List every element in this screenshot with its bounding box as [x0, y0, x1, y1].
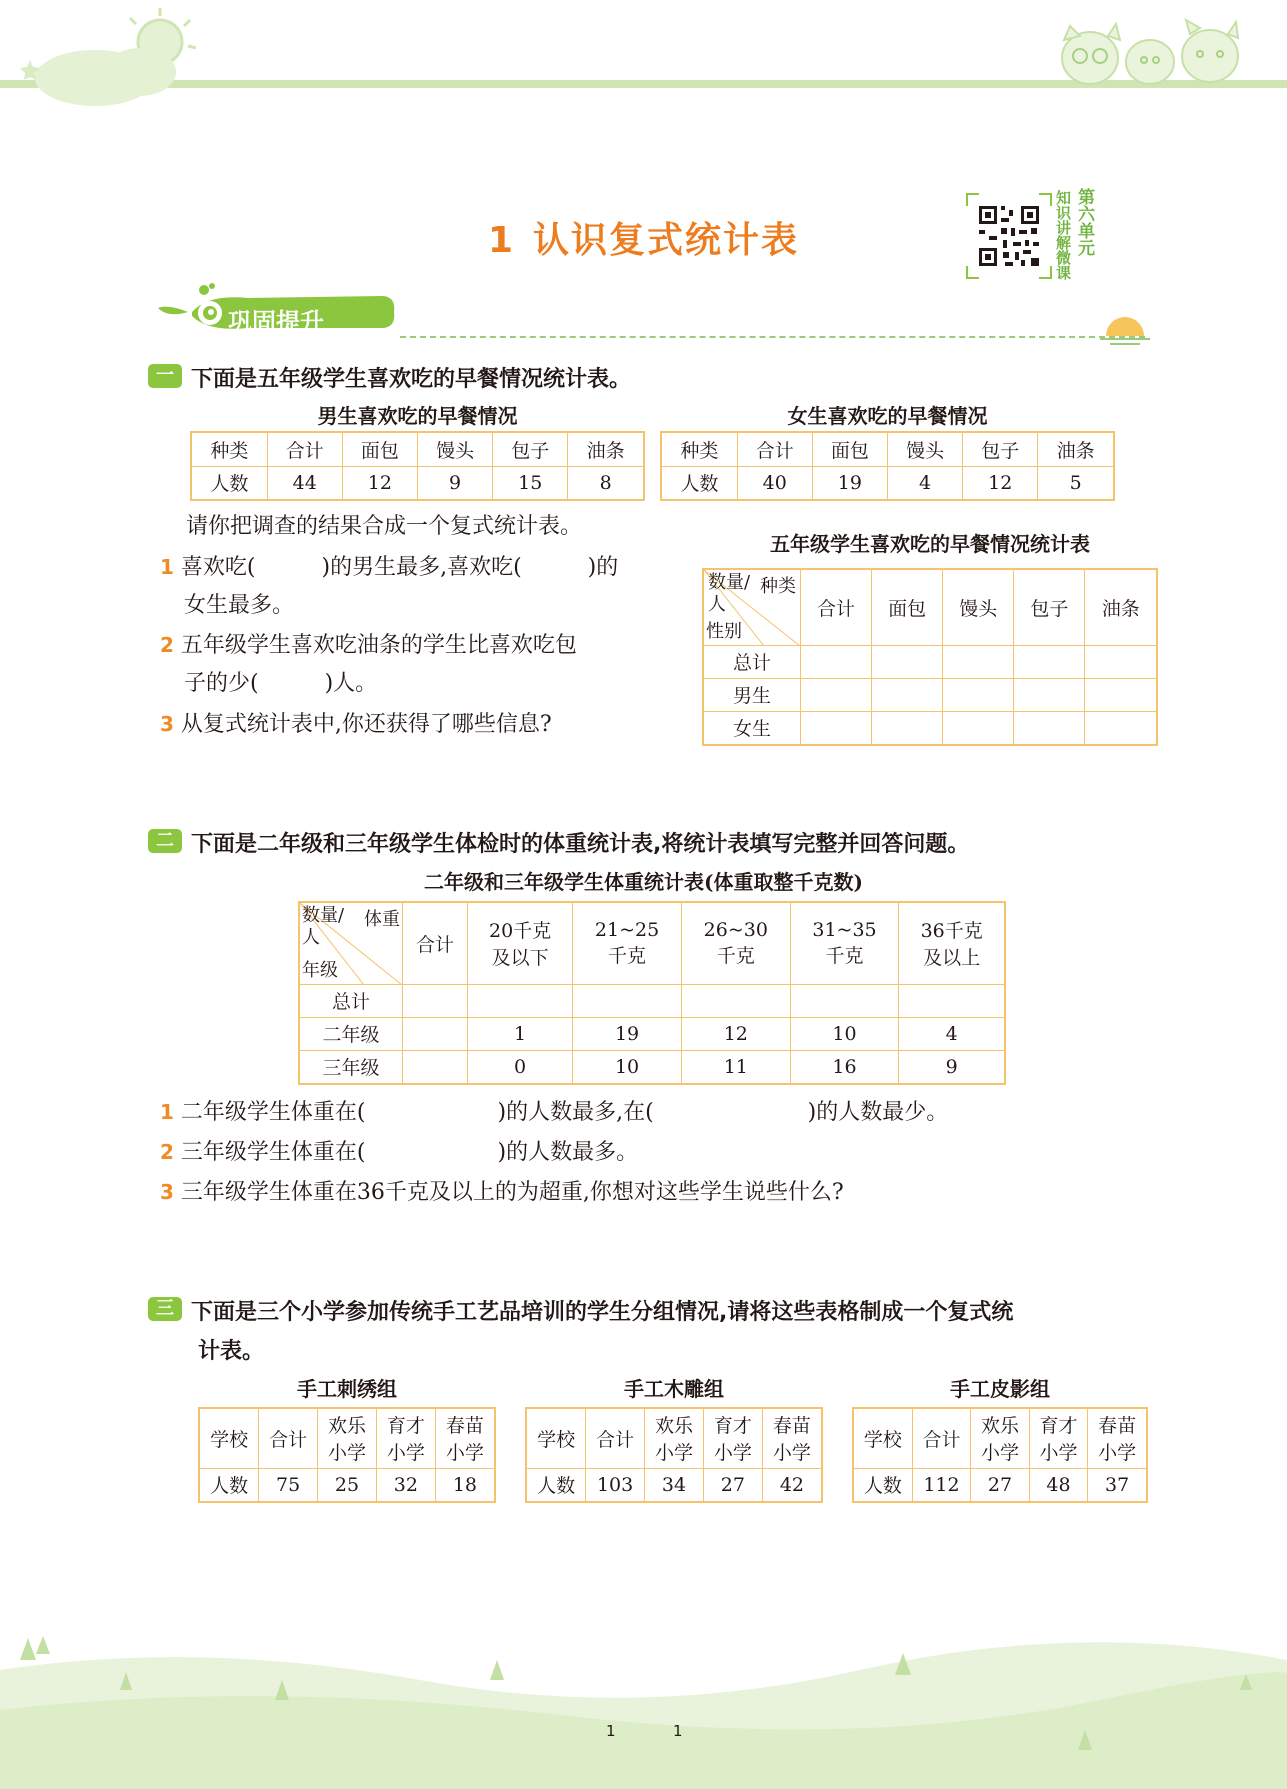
header-cell — [645, 1408, 704, 1468]
qr-caption-micro-lesson: 知识讲解微课 — [1054, 190, 1072, 280]
table-cell: 10 — [573, 1050, 682, 1084]
header-line: 31~35 — [812, 918, 877, 941]
q2-item-3 — [160, 1173, 844, 1212]
row-label: 男生 — [703, 678, 801, 711]
table-header-row — [661, 432, 1114, 466]
blank-cell[interactable] — [943, 645, 1014, 678]
header-cell: 包子 — [493, 432, 568, 466]
item-text-cont: 子的少( )人。 — [184, 671, 378, 696]
question-3-heading-cont: 计表。 — [198, 1339, 265, 1364]
table-cell: 25 — [318, 1468, 377, 1502]
header-cell — [573, 902, 682, 984]
item-text: 三年级学生体重在36千克及以上的为超重,你想对这些学生说些什么? — [180, 1180, 844, 1205]
corner-top: 种类 — [760, 576, 796, 597]
row-label: 人数 — [526, 1468, 586, 1502]
item-text: 三年级学生体重在( )的人数最多。 — [180, 1140, 639, 1165]
table-cell: 27 — [971, 1468, 1030, 1502]
item-text: 喜欢吃( )的男生最多,喜欢吃( )的 — [180, 555, 619, 580]
header-cell — [435, 1408, 495, 1468]
header-cell: 包子 — [963, 432, 1038, 466]
header-cell — [376, 1408, 435, 1468]
header-line: 及以上 — [923, 947, 981, 970]
blank-cell[interactable] — [467, 984, 572, 1017]
header-line: 20千克 — [488, 920, 552, 943]
question-badge-3: 三 — [148, 1297, 182, 1321]
header-cell: 合计 — [259, 1408, 318, 1468]
header-cell: 油条 — [1085, 569, 1157, 645]
blank-cell[interactable] — [403, 1050, 468, 1084]
header-line: 小学 — [327, 1442, 366, 1465]
table-cell: 18 — [435, 1468, 495, 1502]
qr-code-icon — [965, 192, 1053, 280]
item-text: 从复式统计表中,你还获得了哪些信息? — [180, 712, 552, 737]
embroidery-table — [198, 1407, 496, 1503]
header-line: 36千克 — [920, 920, 983, 943]
blank-cell[interactable] — [1085, 711, 1157, 745]
header-cell: 面包 — [342, 432, 417, 466]
header-line: 及以下 — [491, 947, 549, 970]
combined-breakfast-table — [702, 568, 1158, 746]
blank-cell[interactable] — [790, 984, 899, 1017]
blank-cell[interactable] — [1085, 678, 1157, 711]
table-cell: 1 — [467, 1017, 572, 1050]
question-badge-1: 一 — [148, 364, 182, 388]
page-number-right: 1 — [673, 1722, 683, 1740]
table-cell: 11 — [681, 1050, 790, 1084]
item-number: 2 — [160, 633, 174, 657]
table-cell: 8 — [568, 466, 644, 500]
header-cell: 合计 — [403, 902, 468, 984]
table-cell: 5 — [1038, 466, 1114, 500]
row-label: 总计 — [299, 984, 403, 1017]
table-cell: 15 — [493, 466, 568, 500]
header-cell: 学校 — [526, 1408, 586, 1468]
blank-cell[interactable] — [872, 711, 943, 745]
header-cell — [1088, 1408, 1147, 1468]
table-cell: 4 — [887, 466, 962, 500]
shadowplay-table — [852, 1407, 1148, 1503]
blank-cell[interactable] — [1085, 645, 1157, 678]
table-row — [199, 1468, 495, 1502]
embroidery-table-caption: 手工刺绣组 — [297, 1377, 397, 1401]
q1-item-3 — [160, 705, 680, 744]
header-cell — [318, 1408, 377, 1468]
header-cell: 学校 — [199, 1408, 259, 1468]
girls-table-caption: 女生喜欢吃的早餐情况 — [787, 404, 988, 428]
table-header-row — [853, 1408, 1147, 1468]
blank-cell[interactable] — [872, 678, 943, 711]
question-1-heading: 下面是五年级学生喜欢吃的早餐情况统计表。 — [191, 367, 632, 392]
girls-breakfast-table — [660, 431, 1115, 501]
item-number: 1 — [160, 555, 174, 579]
combined-table-caption: 五年级学生喜欢吃的早餐情况统计表 — [770, 532, 1090, 556]
q2-item-1 — [160, 1093, 948, 1132]
header-cell: 学校 — [853, 1408, 912, 1468]
header-cell: 馒头 — [417, 432, 492, 466]
header-line: 小学 — [445, 1442, 484, 1465]
header-cell — [681, 902, 790, 984]
table-cell: 16 — [790, 1050, 899, 1084]
corner-bottom: 性别 — [706, 620, 742, 642]
blank-cell[interactable] — [1014, 645, 1085, 678]
section-label: 巩固提升 — [228, 308, 324, 336]
title-text: 认识复式统计表 — [533, 220, 800, 261]
header-line: 育才 — [713, 1415, 752, 1438]
blank-cell[interactable] — [1014, 678, 1085, 711]
header-line: 小学 — [1098, 1442, 1137, 1465]
header-line: 千克 — [716, 944, 755, 967]
table-header-row — [299, 902, 1005, 984]
woodcarving-table — [525, 1407, 823, 1503]
table-row — [853, 1468, 1147, 1502]
item-number: 3 — [160, 1180, 174, 1204]
table-cell: 4 — [899, 1017, 1005, 1050]
boys-breakfast-table — [190, 431, 645, 501]
weight-table-caption: 二年级和三年级学生体重统计表(体重取整千克数) — [424, 870, 863, 894]
cloud-sun-decoration — [0, 0, 210, 120]
header-line: 小学 — [654, 1442, 693, 1465]
table-cell: 40 — [737, 466, 812, 500]
cartoon-animals-decoration — [1050, 18, 1250, 88]
item-number: 3 — [160, 712, 174, 736]
blank-cell[interactable] — [943, 711, 1014, 745]
corner-middle: 数量/人 — [302, 905, 345, 948]
header-cell — [971, 1408, 1030, 1468]
table-cell: 9 — [899, 1050, 1005, 1084]
header-cell — [762, 1408, 822, 1468]
header-cell — [467, 902, 572, 984]
header-cell: 馒头 — [887, 432, 962, 466]
table-row — [299, 1050, 1005, 1084]
q1-item-2 — [160, 626, 680, 703]
header-cell: 包子 — [1014, 569, 1085, 645]
title-number: 1 — [487, 220, 516, 261]
header-line: 小学 — [386, 1442, 425, 1465]
blank-cell[interactable] — [573, 984, 682, 1017]
table-cell: 42 — [762, 1468, 822, 1502]
shadowplay-table-caption: 手工皮影组 — [950, 1377, 1050, 1401]
header-cell: 合计 — [586, 1408, 645, 1468]
blank-cell[interactable] — [403, 1017, 468, 1050]
question-badge-2: 二 — [148, 829, 182, 853]
blank-cell[interactable] — [801, 711, 872, 745]
header-line: 春苗 — [445, 1415, 484, 1438]
table-cell: 112 — [912, 1468, 971, 1502]
blank-cell[interactable] — [1014, 711, 1085, 745]
row-label: 总计 — [703, 645, 801, 678]
table-header-row — [526, 1408, 822, 1468]
row-label: 人数 — [661, 466, 737, 500]
header-line: 育才 — [1039, 1415, 1078, 1438]
qr-caption-unit: 第六单元 — [1074, 188, 1094, 256]
table-cell: 34 — [645, 1468, 704, 1502]
header-cell: 油条 — [1038, 432, 1114, 466]
table-row — [299, 984, 1005, 1017]
item-text-cont: 女生最多。 — [184, 593, 295, 618]
header-cell: 馒头 — [943, 569, 1014, 645]
table-cell: 12 — [342, 466, 417, 500]
corner-bottom: 年级 — [302, 959, 338, 981]
table-cell: 32 — [376, 1468, 435, 1502]
question-2-heading: 下面是二年级和三年级学生体检时的体重统计表,将统计表填写完整并回答问题。 — [191, 832, 970, 857]
header-line: 育才 — [386, 1415, 425, 1438]
sunset-icon — [1100, 312, 1150, 348]
table-cell: 12 — [681, 1017, 790, 1050]
table-row — [299, 1017, 1005, 1050]
blank-cell[interactable] — [681, 984, 790, 1017]
item-text: 二年级学生体重在( )的人数最多,在( )的人数最少。 — [180, 1100, 949, 1125]
woodcarving-table-caption: 手工木雕组 — [624, 1377, 724, 1401]
q1-instruction: 请你把调查的结果合成一个复式统计表。 — [186, 514, 583, 539]
table-cell: 0 — [467, 1050, 572, 1084]
table-cell: 10 — [790, 1017, 899, 1050]
table-cell: 37 — [1088, 1468, 1147, 1502]
table-header-row — [191, 432, 644, 466]
header-cell: 面包 — [872, 569, 943, 645]
table-row — [703, 678, 1157, 711]
table-cell: 27 — [703, 1468, 762, 1502]
table-row — [661, 466, 1114, 500]
weight-table — [298, 901, 1006, 1085]
blank-cell[interactable] — [943, 678, 1014, 711]
table-cell: 75 — [259, 1468, 318, 1502]
header-cell — [703, 1408, 762, 1468]
item-number: 2 — [160, 1140, 174, 1164]
blank-cell[interactable] — [872, 645, 943, 678]
table-cell: 9 — [417, 466, 492, 500]
row-label: 二年级 — [299, 1017, 403, 1050]
header-line: 小学 — [1039, 1442, 1078, 1465]
table-row — [526, 1468, 822, 1502]
table-cell: 44 — [267, 466, 342, 500]
header-line: 千克 — [608, 944, 647, 967]
header-line: 欢乐 — [980, 1415, 1019, 1438]
item-text: 五年级学生喜欢吃油条的学生比喜欢吃包 — [180, 633, 577, 658]
table-cell: 48 — [1029, 1468, 1088, 1502]
table-row — [703, 711, 1157, 745]
header-cell: 合计 — [912, 1408, 971, 1468]
header-cell: 种类 — [191, 432, 267, 466]
table-cell: 103 — [586, 1468, 645, 1502]
row-label: 三年级 — [299, 1050, 403, 1084]
item-number: 1 — [160, 1100, 174, 1124]
header-line: 21~25 — [594, 918, 660, 941]
corner-header-cell — [703, 569, 801, 645]
row-label: 女生 — [703, 711, 801, 745]
q1-item-1 — [160, 548, 680, 625]
boys-table-caption: 男生喜欢吃的早餐情况 — [317, 404, 518, 428]
table-header-row — [199, 1408, 495, 1468]
header-line: 小学 — [772, 1442, 811, 1465]
blank-cell[interactable] — [801, 645, 872, 678]
table-row — [703, 645, 1157, 678]
table-header-row — [703, 569, 1157, 645]
q2-item-2 — [160, 1133, 638, 1172]
header-cell — [899, 902, 1005, 984]
header-line: 千克 — [825, 944, 864, 967]
header-cell: 合计 — [737, 432, 812, 466]
header-cell: 油条 — [568, 432, 644, 466]
header-line: 欢乐 — [654, 1415, 693, 1438]
header-line: 欢乐 — [327, 1415, 366, 1438]
blank-cell[interactable] — [899, 984, 1005, 1017]
table-cell: 12 — [963, 466, 1038, 500]
header-line: 26~30 — [703, 918, 768, 941]
table-cell: 19 — [812, 466, 887, 500]
header-cell: 种类 — [661, 432, 737, 466]
table-row — [191, 466, 644, 500]
header-line: 小学 — [980, 1442, 1019, 1465]
question-3-heading: 下面是三个小学参加传统手工艺品培训的学生分组情况,请将这些表格制成一个复式统 — [191, 1300, 1014, 1325]
blank-cell[interactable] — [403, 984, 468, 1017]
header-line: 小学 — [713, 1442, 752, 1465]
header-cell: 合计 — [267, 432, 342, 466]
section-divider — [400, 336, 1145, 338]
header-line: 春苗 — [1098, 1415, 1137, 1438]
header-cell — [1029, 1408, 1088, 1468]
table-cell: 19 — [573, 1017, 682, 1050]
header-line: 春苗 — [772, 1415, 811, 1438]
row-label: 人数 — [191, 466, 267, 500]
corner-middle: 数量/人 — [708, 572, 751, 615]
page-number-left: 1 — [606, 1722, 616, 1740]
header-cell — [790, 902, 899, 984]
corner-header-cell — [299, 902, 403, 984]
header-cell: 面包 — [812, 432, 887, 466]
blank-cell[interactable] — [801, 678, 872, 711]
row-label: 人数 — [199, 1468, 259, 1502]
row-label: 人数 — [853, 1468, 912, 1502]
corner-top: 体重 — [364, 909, 400, 930]
hills-footer-decoration — [0, 1630, 1287, 1789]
header-cell: 合计 — [801, 569, 872, 645]
